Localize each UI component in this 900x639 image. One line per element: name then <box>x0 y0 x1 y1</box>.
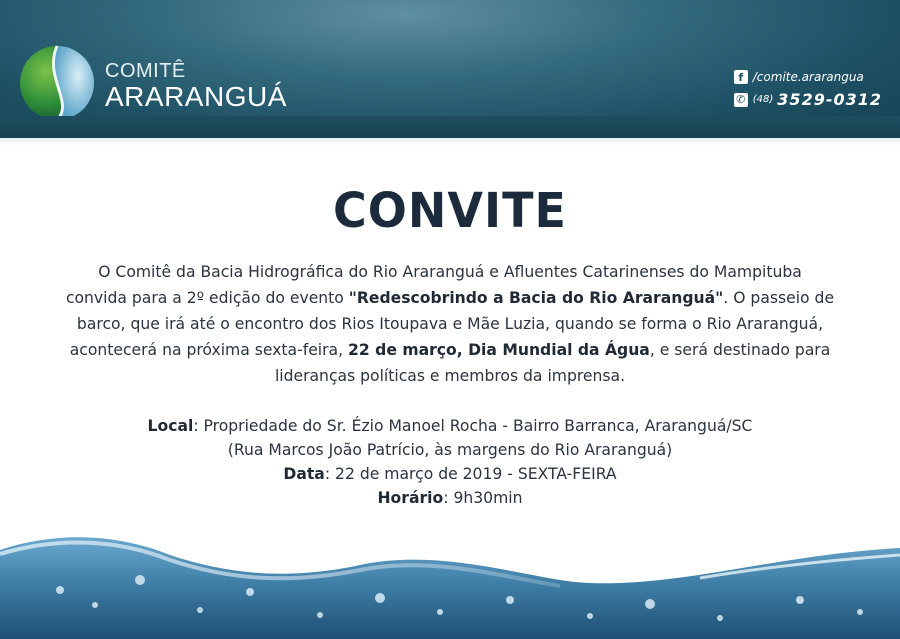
invitation-paragraph <box>30 259 870 389</box>
facebook-icon: f <box>734 70 748 84</box>
date-line <box>30 462 870 486</box>
facebook-handle[interactable]: /comite.ararangua <box>752 70 864 84</box>
local-value: : Propriedade do Sr. Ézio Manoel Rocha - Bairro Barranca, Araranguá/SC <box>193 417 753 435</box>
local-label: Local <box>147 417 194 435</box>
paragraph-line <box>30 285 870 311</box>
phone-number: 3529-0312 <box>777 90 882 109</box>
time-value: : 9h30min <box>443 489 523 507</box>
paragraph-line: barco, que irá até o encontro dos Rios Itoupava e Mãe Luzia, quando se forma o Rio Araranguá, <box>76 315 824 333</box>
phone-row <box>734 90 882 109</box>
phone-prefix: (48) <box>752 94 774 105</box>
page-title: CONVITE <box>333 181 567 239</box>
contact-info <box>734 70 882 115</box>
paragraph-line <box>30 337 870 363</box>
header-separator <box>0 138 900 146</box>
comite-logo-icon <box>18 44 96 122</box>
text-span: , e será destinado para <box>649 341 831 359</box>
date-label: Data <box>283 465 325 483</box>
water-wave-image <box>0 520 900 639</box>
text-span: convida para a 2º edição do evento <box>65 289 349 307</box>
brand-line1: COMITÊ <box>105 60 186 82</box>
brand-line2: ARARANGUÁ <box>105 81 287 112</box>
paragraph-line: O Comitê da Bacia Hidrográfica do Rio Araranguá e Afluentes Catarinenses do Mampituba <box>98 263 802 281</box>
event-details <box>30 414 870 510</box>
local-line <box>30 414 870 438</box>
text-span: acontecerá na próxima sexta-feira, <box>69 341 349 359</box>
time-label: Horário <box>377 489 444 507</box>
text-span: . O passeio de <box>723 289 835 307</box>
address-line: (Rua Marcos João Patrício, às margens do Rio Araranguá) <box>227 441 673 459</box>
date-value: : 22 de março de 2019 - SEXTA-FEIRA <box>324 465 617 483</box>
header-banner <box>0 0 900 138</box>
paragraph-line: lideranças políticas e membros da imprensa. <box>274 367 626 385</box>
phone-icon: ✆ <box>734 93 748 107</box>
time-line <box>30 486 870 510</box>
brand-name <box>105 60 287 112</box>
event-date-highlight: 22 de março, Dia Mundial da Água <box>348 341 650 359</box>
event-name: "Redescobrindo a Bacia do Rio Araranguá" <box>348 289 724 307</box>
facebook-row[interactable] <box>734 70 882 84</box>
